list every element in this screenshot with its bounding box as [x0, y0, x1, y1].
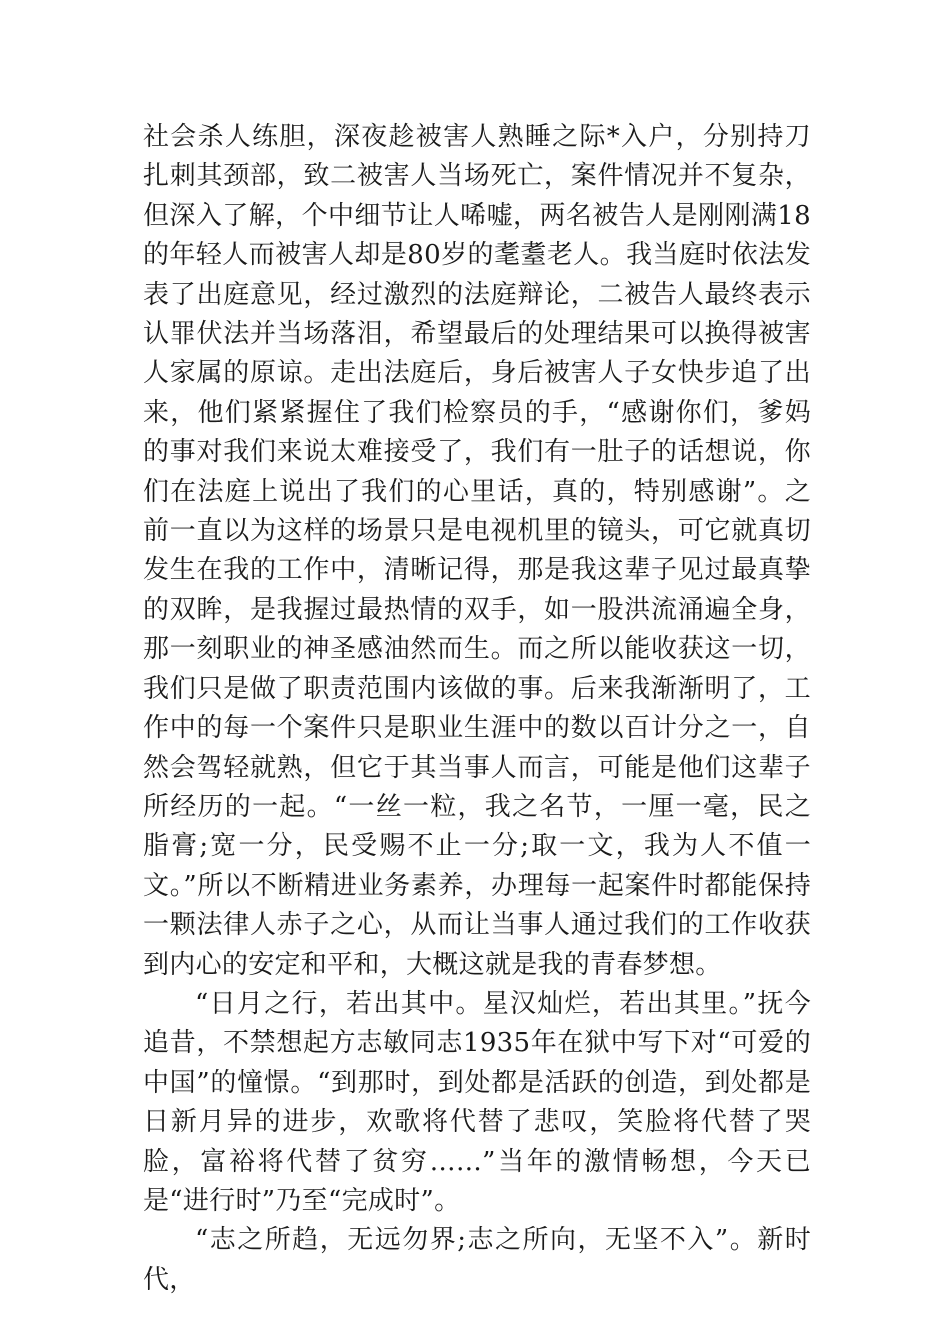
- paragraph-1: 社会杀人练胆，深夜趁被害人熟睡之际*入户，分别持刀扎刺其颈部，致二被害人当场死亡，案件情况并不复杂，但深入了解，个中细节让人唏嘘，两名被告人是刚刚满18的年轻人而被害人却是80岁的耄耋老人。我当庭时依法发表了出庭意见，经过激烈的法庭辩论，二被告人最终表示认罪伏法并当场落泪，希望最后的处理结果可以换得被害人家属的原谅。走出法庭后，身后被害人子女快步追了出来，他们紧紧握住了我们检察员的手，“感谢你们，爹妈的事对我们来说太难接受了，我们有一肚子的话想说，你们在法庭上说出了我们的心里话，真的，特别感谢”。之前一直以为这样的场景只是电视机里的镜头，可它就真切发生在我的工作中，清晰记得，那是我这辈子见过最真挚的双眸，是我握过最热情的双手，如一股洪流涌遍全身，那一刻职业的神圣感油然而生。而之所以能收获这一切，我们只是做了职责范围内该做的事。后来我渐渐明了，工作中的每一个案件只是职业生涯中的数以百计分之一，自然会驾轻就熟，但它于其当事人而言，可能是他们这辈子所经历的一起。“一丝一粒，我之名节，一厘一毫，民之脂膏;宽一分，民受赐不止一分;取一文，我为人不值一文。”所以不断精进业务素养，办理每一起案件时都能保持一颗法律人赤子之心，从而让当事人通过我们的工作收获到内心的安定和平和，大概这就是我的青春梦想。: [143, 122, 811, 980]
- paragraph-3: “志之所趋，无远勿界;志之所向，无坚不入”。新时代，: [143, 1225, 811, 1295]
- paragraph-2: “日月之行，若出其中。星汉灿烂，若出其里。”抚今追昔，不禁想起方志敏同志1935年在狱中写下对“可爱的中国”的憧憬。“到那时，到处都是活跃的创造，到处都是日新月异的进步，欢歌将代替了悲叹，笑脸将代替了哭脸，富裕将代替了贫穷……”当年的激情畅想，今天已是“进行时”乃至“完成时”。: [143, 988, 811, 1216]
- body-text: [143, 118, 811, 1300]
